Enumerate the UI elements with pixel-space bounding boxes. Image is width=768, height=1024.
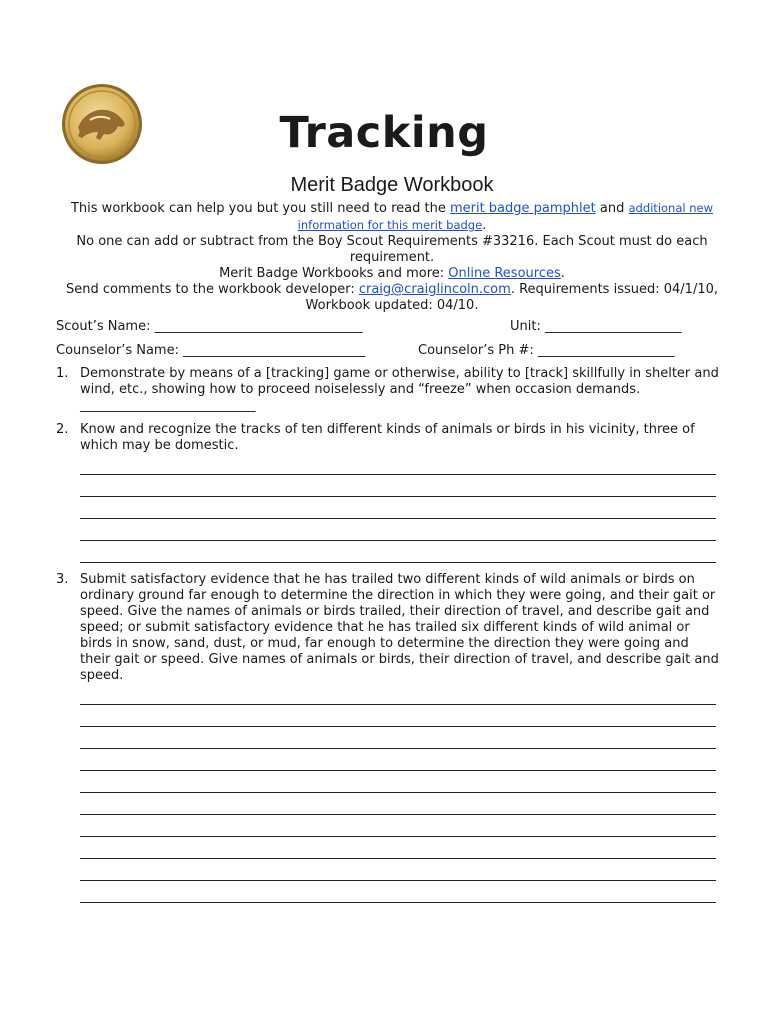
- answer-line[interactable]: [80, 792, 716, 793]
- intro-line-2: No one can add or subtract from the Boy Scout Requirements #33216. Each Scout must do each requirement.: [76, 234, 708, 265]
- scout-name-field[interactable]: Scout’s Name: ________________________________: [56, 319, 363, 334]
- answer-line[interactable]: [80, 858, 716, 859]
- answer-line[interactable]: [80, 518, 716, 519]
- intro-block: [52, 200, 732, 314]
- page-title: Tracking: [279, 108, 489, 158]
- intro-line-1: [52, 200, 732, 234]
- answer-line[interactable]: [80, 814, 716, 815]
- intro-line-3: [52, 266, 732, 282]
- intro-text: This workbook can help you but you still need to read the: [70, 201, 450, 216]
- requirement-number: 2.: [56, 422, 69, 437]
- requirement-number: 3.: [56, 572, 69, 587]
- answer-line[interactable]: [80, 474, 716, 475]
- intro-line-4: [52, 282, 732, 314]
- requirement-text: Demonstrate by means of a [tracking] game or otherwise, ability to [track] skillfully in shelter and wind, etc., showing how to proceed noiselessly and “freeze” when occasion demands. ___________________________: [80, 366, 719, 413]
- requirement-2: [56, 422, 720, 454]
- requirement-text: Submit satisfactory evidence that he has trailed two different kinds of wild animals or birds on ordinary ground far enough to determine the direction in which they were going, and their gait or speed. Give the names of animals or birds trailed, their direction of travel, and describe gait and speed; or submit satisfactory evidence that he has trailed six different kinds of wild animal or birds in snow, sand, dust, or mud, far enough to determine the direction they were going and their gait or speed. Give names of animals or birds, their direction of travel, and describe gait and speed.: [80, 572, 719, 683]
- email-link[interactable]: craig@craiglincoln.com: [358, 282, 511, 297]
- answer-line[interactable]: [80, 770, 716, 771]
- intro-text: . Requirements issued: 04/1/10, Workbook updated: 04/10.: [305, 282, 718, 313]
- pamphlet-link[interactable]: merit badge pamphlet: [449, 201, 596, 216]
- intro-text: Send comments to the workbook developer:: [65, 282, 359, 297]
- counselor-name-field[interactable]: Counselor’s Name: ____________________________: [56, 343, 366, 358]
- answer-line[interactable]: [80, 704, 716, 705]
- intro-text: .: [482, 218, 487, 233]
- requirement-number: 1.: [56, 366, 69, 381]
- answer-line[interactable]: [80, 880, 716, 881]
- answer-line[interactable]: [80, 540, 716, 541]
- answer-line[interactable]: [80, 748, 716, 749]
- unit-field[interactable]: Unit: _____________________: [510, 319, 682, 334]
- requirement-text: Know and recognize the tracks of ten different kinds of animals or birds in his vicinity, three of which may be domestic.: [80, 422, 695, 453]
- answer-line[interactable]: [80, 902, 716, 903]
- answer-line[interactable]: [80, 836, 716, 837]
- requirement-3: [56, 572, 720, 684]
- page-subtitle: Merit Badge Workbook: [290, 174, 494, 196]
- intro-text: and: [595, 201, 629, 216]
- intro-text: .: [560, 266, 565, 281]
- answer-line[interactable]: [80, 726, 716, 727]
- answer-line[interactable]: [80, 562, 716, 563]
- counselor-phone-field[interactable]: Counselor’s Ph #: _____________________: [418, 343, 675, 358]
- intro-text: Merit Badge Workbooks and more:: [219, 266, 449, 281]
- requirement-1: [56, 366, 720, 414]
- answer-line[interactable]: [80, 496, 716, 497]
- additional-info-link[interactable]: additional new information for this merit badge: [297, 201, 714, 232]
- online-resources-link[interactable]: Online Resources: [448, 266, 561, 281]
